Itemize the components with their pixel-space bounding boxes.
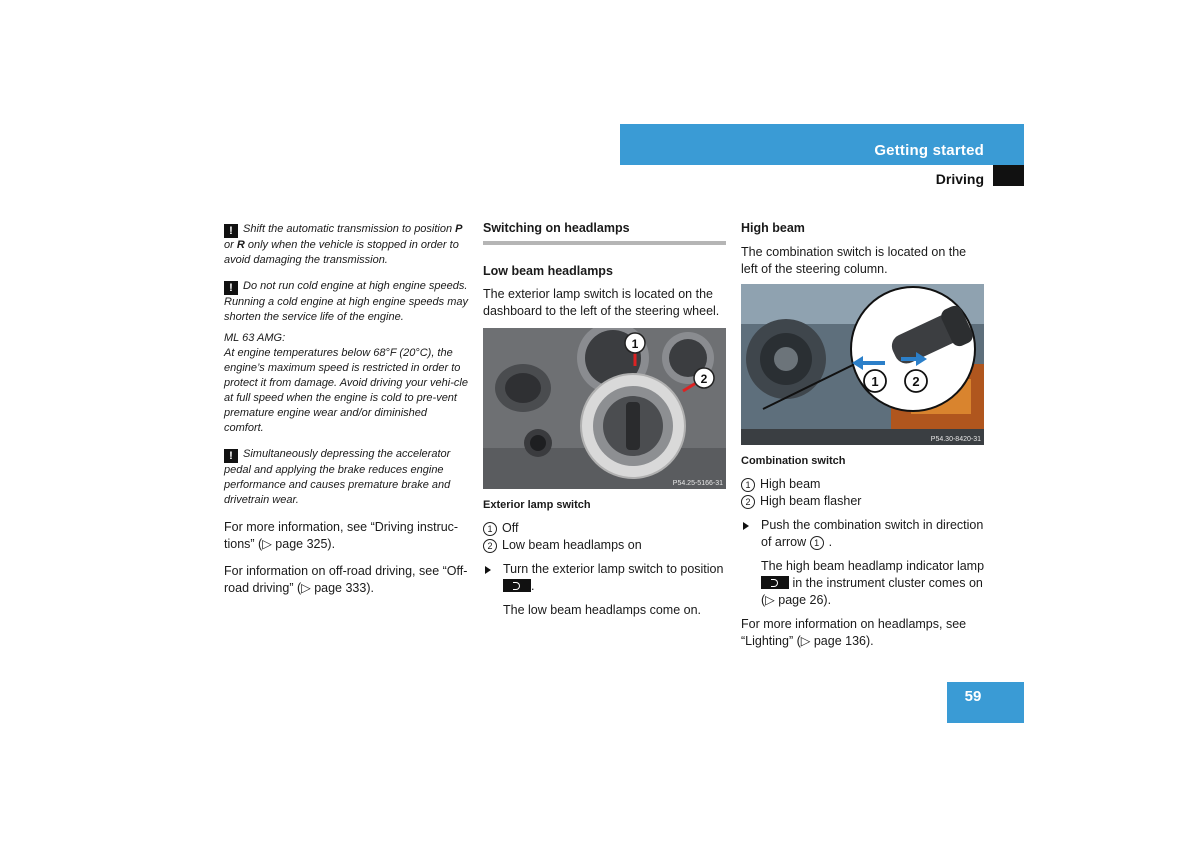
section-marker (993, 165, 1024, 186)
caption-exterior-lamp-switch: Exterior lamp switch (483, 499, 591, 511)
warning-cold-engine: ! Do not run cold engine at high engine speeds. Running a cold engine at high engine speeds may shorten the service life of the engine. (224, 280, 469, 323)
image-code: P54.30-8420-31 (930, 436, 981, 443)
amg-text: At engine temperatures below 68°F (20°C), the engine’s maximum speed is restricted in order to protect it from damage. Avoid driving your vehi-cle at full speed when the engine is cold to pre-vent premature engine wear and/or diminished comfort. (224, 347, 468, 434)
bullet-arrow-icon (485, 566, 491, 574)
image-code: P54.25-5166-31 (672, 480, 723, 487)
combination-switch-image (741, 284, 984, 445)
column-left (224, 222, 468, 607)
warning-pedals: ! Simultaneously depressing the accelerator pedal and applying the brake reduces engine performance and causes premature brake and drivetrain wear. (224, 448, 451, 506)
section-heading-headlamps: Switching on headlamps (483, 220, 726, 245)
instruction-step: Turn the exterior lamp switch to position . (483, 561, 726, 595)
subheading-low-beam: Low beam headlamps (483, 264, 613, 278)
warning-icon: ! (224, 224, 238, 238)
subheading-high-beam: High beam (741, 221, 805, 235)
warning-transmission: ! Shift the automatic transmission to position P or R only when the vehicle is stopped in order to avoid damaging the transmission. (224, 223, 463, 266)
amg-heading: ML 63 AMG: (224, 332, 286, 344)
column-right (741, 220, 986, 650)
column-middle (483, 220, 726, 619)
high-beam-indicator-icon (761, 576, 789, 589)
instruction-result: The high beam headlamp indicator lamp in the instrument cluster comes on (▷ page 26). (761, 559, 985, 607)
exterior-lamp-switch-image (483, 328, 726, 489)
high-beam-intro: The combination switch is located on the left of the steering column. (741, 245, 967, 276)
info-offroad: For information on off-road driving, see “Off-road driving” (▷ page 333). (224, 564, 468, 595)
low-beam-symbol-icon (503, 579, 531, 592)
callout-2: 2 (912, 374, 920, 389)
instruction-step: Push the combination switch in direction of arrow 1 . (741, 517, 986, 551)
bullet-arrow-icon (743, 522, 749, 530)
info-driving-instructions: For more information, see “Driving instruc-tions” (▷ page 325). (224, 520, 459, 551)
chapter-title: Getting started (874, 142, 984, 159)
combination-switch-illustration (741, 284, 984, 445)
info-lighting: For more information on headlamps, see “Lighting” (▷ page 136). (741, 617, 967, 648)
legend-item-flasher: 2 High beam flasher (741, 493, 986, 510)
instruction-result: The low beam headlamps come on. (503, 603, 702, 617)
legend-item-low-beam: 2 Low beam headlamps on (483, 537, 726, 554)
lamp-switch-illustration (483, 328, 726, 489)
caption-combination-switch: Combination switch (741, 455, 846, 467)
page-number: 59 (964, 688, 982, 705)
callout-2: 2 (700, 372, 708, 386)
warning-icon: ! (224, 449, 238, 463)
legend-item-high-beam: 1 High beam (741, 476, 986, 493)
callout-1: 1 (631, 337, 639, 351)
section-title: Driving (935, 171, 984, 187)
callout-1: 1 (871, 374, 879, 389)
legend-item-off: 1 Off (483, 520, 726, 537)
low-beam-intro: The exterior lamp switch is located on the dashboard to the left of the steering wheel. (483, 287, 720, 318)
warning-icon: ! (224, 281, 238, 295)
